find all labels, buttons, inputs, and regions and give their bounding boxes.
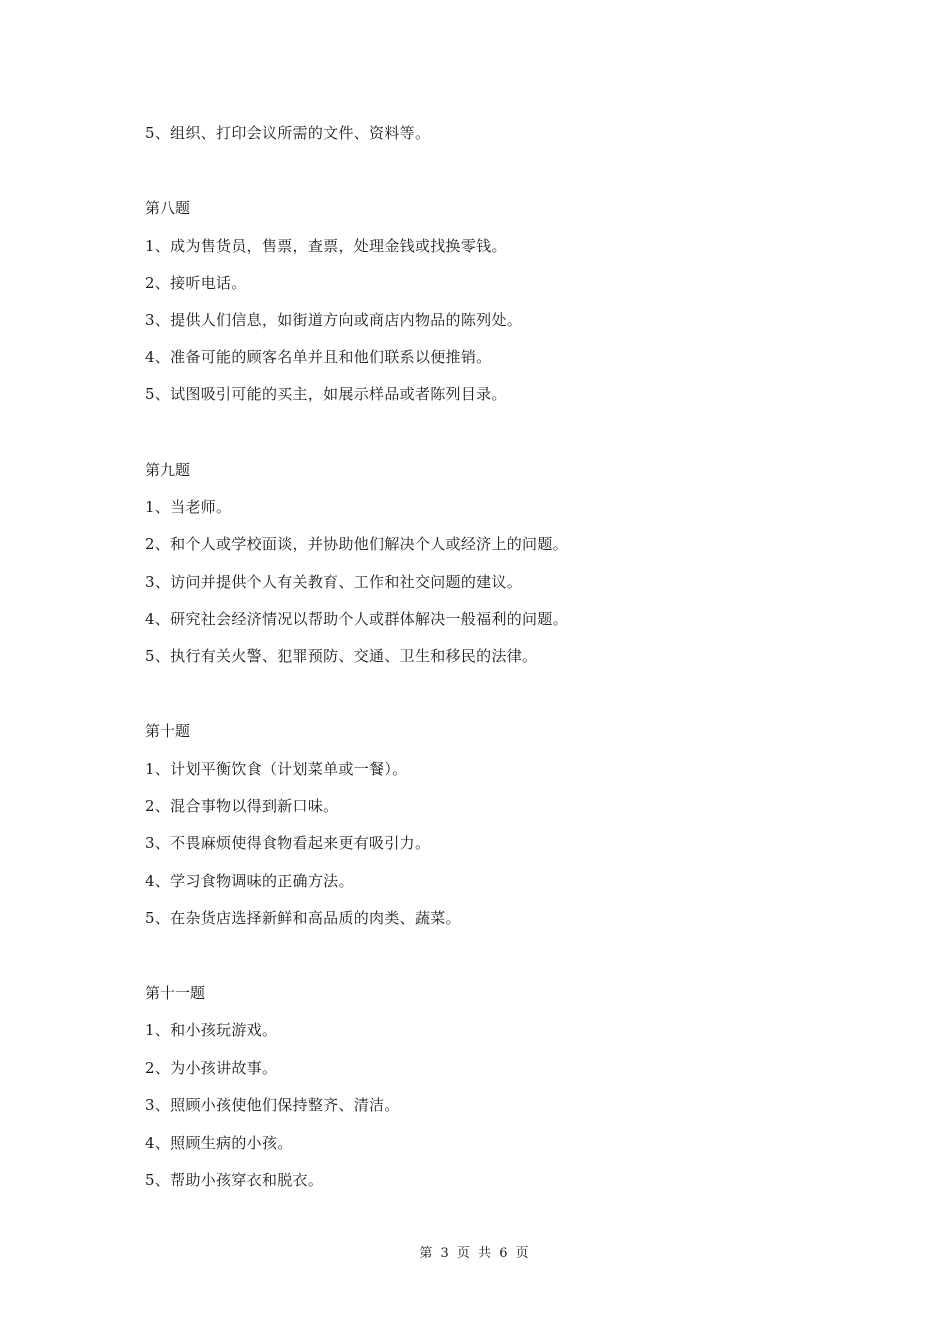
section-heading: 第十一题 [145, 984, 206, 1002]
list-item: 1、当老师。 [145, 498, 232, 516]
list-item: 4、学习食物调味的正确方法。 [145, 872, 354, 890]
list-item: 3、访问并提供个人有关教育、工作和社交问题的建议。 [145, 573, 523, 591]
list-item: 4、研究社会经济情况以帮助个人或群体解决一般福利的问题。 [145, 610, 568, 628]
section-heading: 第十题 [145, 722, 191, 740]
list-item: 3、照顾小孩使他们保持整齐、清洁。 [145, 1096, 400, 1114]
list-item: 5、试图吸引可能的买主，如展示样品或者陈列目录。 [145, 385, 507, 403]
list-item: 5、执行有关火警、犯罪预防、交通、卫生和移民的法律。 [145, 647, 538, 665]
list-item: 2、为小孩讲故事。 [145, 1059, 278, 1077]
list-item: 1、和小孩玩游戏。 [145, 1021, 278, 1039]
list-item: 3、不畏麻烦使得食物看起来更有吸引力。 [145, 834, 431, 852]
list-item: 4、准备可能的顾客名单并且和他们联系以便推销。 [145, 348, 492, 366]
section-heading: 第八题 [145, 199, 191, 217]
list-item: 1、成为售货员，售票，查票，处理金钱或找换零钱。 [145, 237, 507, 255]
list-item: 5、帮助小孩穿衣和脱衣。 [145, 1171, 324, 1189]
list-item: 1、计划平衡饮食（计划菜单或一餐）。 [145, 760, 408, 778]
page-number-footer: 第 3 页 共 6 页 [419, 1246, 531, 1261]
prev-section-item: 5、组织、打印会议所需的文件、资料等。 [145, 124, 431, 142]
list-item: 2、接听电话。 [145, 274, 247, 292]
list-item: 4、照顾生病的小孩。 [145, 1134, 293, 1152]
section-heading: 第九题 [145, 461, 191, 479]
list-item: 5、在杂货店选择新鲜和高品质的肉类、蔬菜。 [145, 909, 461, 927]
list-item: 2、混合事物以得到新口味。 [145, 797, 339, 815]
list-item: 3、提供人们信息，如街道方向或商店内物品的陈列处。 [145, 311, 523, 329]
list-item: 2、和个人或学校面谈，并协助他们解决个人或经济上的问题。 [145, 535, 568, 553]
